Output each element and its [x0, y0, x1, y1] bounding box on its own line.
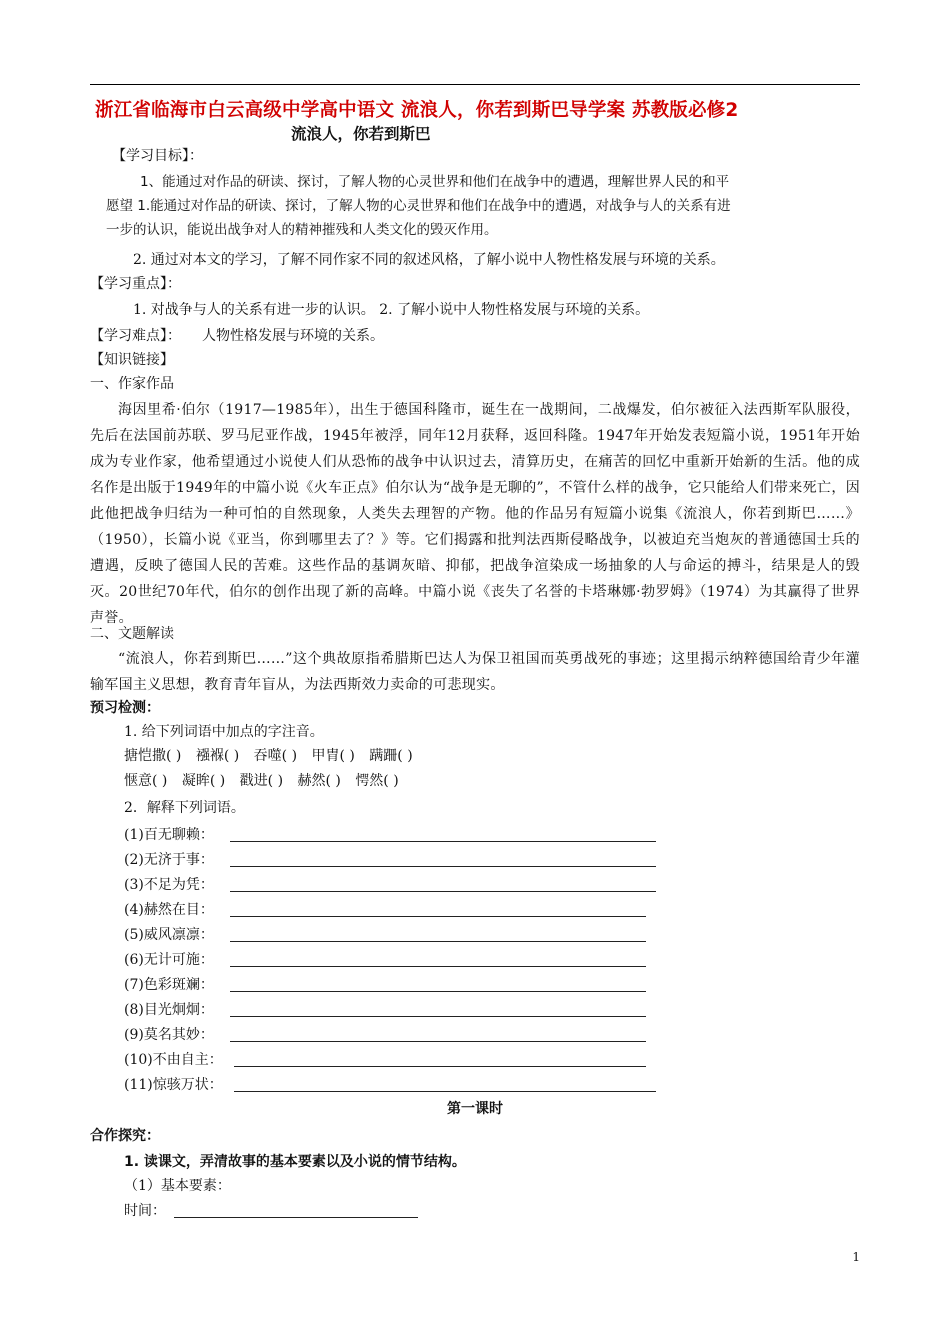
- term-row: [124, 824, 214, 846]
- pinyin-row-1: [124, 746, 423, 766]
- goals-heading: 【学习目标】：: [112, 148, 203, 164]
- pinyin-item: 襁褓( ): [195, 748, 240, 764]
- term-row: [124, 949, 214, 971]
- term-label: (4)赫然在目：: [124, 902, 214, 918]
- term-label: (8)目光炯炯：: [124, 1002, 214, 1018]
- answer-line[interactable]: [234, 1091, 656, 1092]
- preview-q1: 1. 给下列词语中加点的字注音。: [124, 724, 324, 740]
- page-number: 1: [852, 1250, 860, 1264]
- document-title: 浙江省临海市白云高级中学高中语文 流浪人，你若到斯巴导学案 苏教版必修2: [95, 100, 739, 121]
- answer-line[interactable]: [230, 841, 656, 842]
- pinyin-item: 搪恺撒( ): [124, 748, 182, 764]
- knowledge-heading: 【知识链接】: [90, 352, 174, 368]
- preview-heading: 预习检测：: [90, 700, 160, 716]
- answer-line[interactable]: [230, 966, 646, 967]
- basic-elements: （1）基本要素：: [124, 1178, 231, 1194]
- answer-line[interactable]: [174, 1217, 418, 1218]
- term-label: (9)莫名其妙：: [124, 1027, 214, 1043]
- answer-line[interactable]: [230, 866, 656, 867]
- time-row: [124, 1200, 166, 1222]
- document-subtitle: 流浪人，你若到斯巴: [291, 125, 431, 143]
- goal-1-line-a: 1、能通过对作品的研读、探讨，了解人物的心灵世界和他们在战争中的遭遇，理解世界人民的和平: [140, 174, 730, 190]
- term-label: (3)不足为凭：: [124, 877, 214, 893]
- goal-2: 2. 通过对本文的学习，了解不同作家不同的叙述风格，了解小说中人物性格发展与环境的关系。: [133, 252, 725, 268]
- term-label: (6)无计可施：: [124, 952, 214, 968]
- goal-1-line-c: 一步的认识，能说出战争对人的精神摧残和人类文化的毁灭作用。: [106, 222, 498, 238]
- answer-line[interactable]: [230, 941, 646, 942]
- term-label: (5)威风凛凛：: [124, 927, 214, 943]
- preview-q2: 2．解释下列词语。: [124, 800, 245, 816]
- pinyin-item: 吞噬( ): [253, 748, 298, 764]
- term-row: [124, 924, 214, 946]
- coop-heading: 合作探究：: [90, 1128, 160, 1144]
- lesson-heading: 第一课时: [447, 1101, 503, 1117]
- term-row: [124, 899, 214, 921]
- term-label: (10)不由自主：: [124, 1052, 223, 1068]
- pinyin-item: 蹒跚( ): [369, 748, 413, 764]
- pinyin-item: 戳进( ): [239, 773, 284, 789]
- pinyin-item: 惬意( ): [124, 773, 168, 789]
- pinyin-item: 愕然( ): [355, 773, 399, 789]
- task-1: 1. 读课文，弄清故事的基本要素以及小说的情节结构。: [124, 1154, 466, 1170]
- term-row: [124, 1024, 214, 1046]
- difficulty-content: 人物性格发展与环境的关系。: [202, 328, 384, 344]
- focus-heading: 【学习重点】：: [90, 276, 181, 292]
- answer-line[interactable]: [230, 1016, 646, 1017]
- pinyin-item: 凝眸( ): [181, 773, 226, 789]
- pinyin-item: 赫然( ): [297, 773, 341, 789]
- term-label: (2)无济于事：: [124, 852, 214, 868]
- answer-line[interactable]: [230, 891, 656, 892]
- term-row: [124, 999, 214, 1021]
- term-label: (7)色彩斑斓：: [124, 977, 214, 993]
- focus-content: 1. 对战争与人的关系有进一步的认识。 2. 了解小说中人物性格发展与环境的关系。: [133, 302, 650, 318]
- header-rule: [90, 84, 860, 85]
- term-row: [124, 1074, 223, 1096]
- term-label: (1)百无聊赖：: [124, 827, 214, 843]
- time-label: 时间：: [124, 1203, 166, 1219]
- pinyin-row-2: [124, 771, 409, 791]
- author-paragraph: 海因里希·伯尔（1917—1985年），出生于德国科隆市，诞生在一战期间，二战爆发，伯尔被征入法西斯军队服役，先后在法国前苏联、罗马尼亚作战，1945年被浮，同年12月获释，返回科隆。1947年开始发表短篇小说，1951年开始成为专业作家，他希望通过小说使人们从恐怖的战争中认识过去，清算历史，在痛苦的回忆中重新开始新的生活。他的成名作是出版于1949年的中篇小说《火车正点》伯尔认为“战争是无聊的”，不管什么样的战争，它只能给人们带来死亡，因此他把战争归结为一种可怕的自然现象，人类失去理智的产物。他的作品另有短篇小说集《流浪人，你若到斯巴……》（1950），长篇小说《亚当，你到哪里去了？》等。它们揭露和批判法西斯侵略战争，以被迫充当炮灰的普通德国士兵的遭遇，反映了德国人民的苦难。这些作品的基调灰暗、抑郁，把战争渲染成一场抽象的人与命运的搏斗，结果是人的毁灭。20世纪70年代，伯尔的创作出现了新的高峰。中篇小说《丧失了名誉的卡塔琳娜·勃罗姆》（1974）为其赢得了世界声誉。: [90, 402, 860, 626]
- goal-1-line-b: 愿望 1.能通过对作品的研读、探讨，了解人物的心灵世界和他们在战争中的遭遇，对战争与人的关系有进: [106, 198, 731, 214]
- term-row: [124, 849, 214, 871]
- difficulty-heading: 【学习难点】：: [90, 328, 181, 344]
- answer-line[interactable]: [230, 991, 646, 992]
- answer-line[interactable]: [230, 916, 646, 917]
- term-label: (11)惊骇万状：: [124, 1077, 223, 1093]
- section-author-heading: 一、作家作品: [90, 376, 174, 392]
- answer-line[interactable]: [230, 1041, 646, 1042]
- term-row: [124, 874, 214, 896]
- term-row: [124, 974, 214, 996]
- section-title-heading: 二、文题解读: [90, 626, 174, 642]
- answer-line[interactable]: [234, 1066, 646, 1067]
- term-row: [124, 1049, 223, 1071]
- title-paragraph: “流浪人，你若到斯巴……”这个典故原指希腊斯巴达人为保卫祖国而英勇战死的事迹；这里揭示纳粹德国给青少年灌输军国主义思想，教育青年盲从，为法西斯效力卖命的可悲现实。: [90, 651, 860, 693]
- pinyin-item: 甲胄( ): [311, 748, 355, 764]
